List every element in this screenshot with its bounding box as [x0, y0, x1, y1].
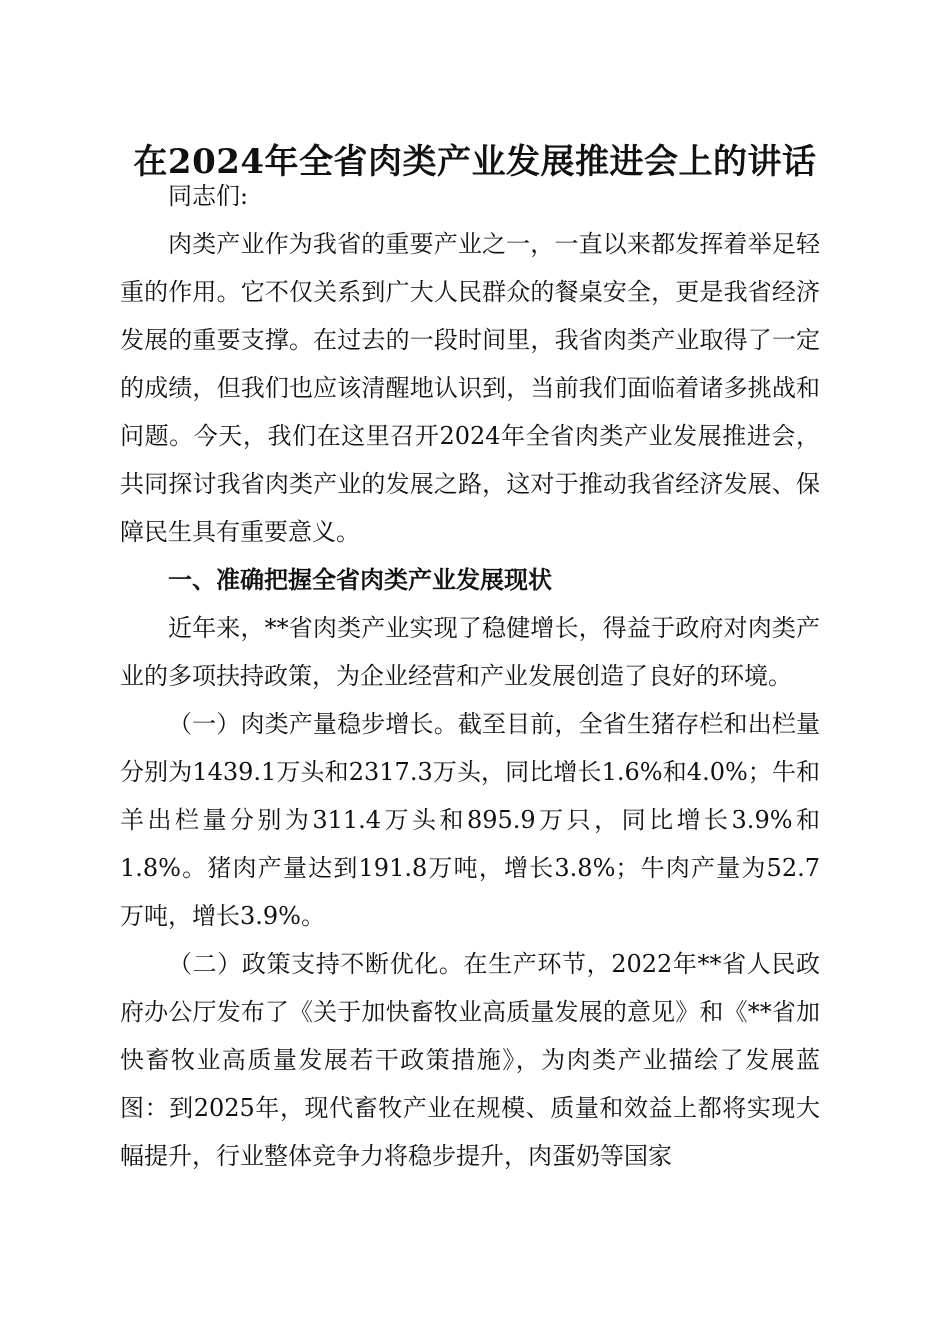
item2-paragraph — [120, 940, 820, 1180]
document-title: 在2024年全省肉类产业发展推进会上的讲话 — [133, 142, 817, 182]
intro-paragraph: 肉类产业作为我省的重要产业之一，一直以来都发挥着举足轻重的作用。它不仅关系到广大人民群众的餐桌安全，更是我省经济发展的重要支撑。在过去的一段时间里，我省肉类产业取得了一定的成绩，但我们也应该清醒地认识到，当前我们面临着诸多挑战和问题。今天，我们在这里召开2024年全省肉类产业发展推进会，共同探讨我省肉类产业的发展之路，这对于推动我省经济发展、保障民生具有重要意义。 — [120, 230, 820, 546]
item2-text: 在生产环节，2022年**省人民政府办公厅发布了《关于加快畜牧业高质量发展的意见》和《**省加快畜牧业高质量发展若干政策措施》，为肉类产业描绘了发展蓝图：到2025年，现代畜牧产业在规模、质量和效益上都将实现大幅提升，行业整体竞争力将稳步提升，肉蛋奶等国家 — [120, 950, 821, 1170]
item1-lead: （一）肉类产量稳步增长。 — [168, 710, 458, 738]
greeting: 同志们: — [168, 182, 249, 210]
document-body — [120, 172, 820, 1180]
section1-intro-paragraph: 近年来，**省肉类产业实现了稳健增长，得益于政府对肉类产业的多项扶持政策，为企业经营和产业发展创造了良好的环境。 — [120, 614, 820, 690]
item1-paragraph — [120, 700, 820, 940]
section-heading-1: 一、准确把握全省肉类产业发展现状 — [168, 566, 552, 594]
item2-lead: （二）政策支持不断优化。 — [168, 950, 464, 978]
item1-text: 截至目前，全省生猪存栏和出栏量分别为1439.1万头和2317.3万头，同比增长1.6%和4.0%；牛和羊出栏量分别为311.4万头和895.9万只，同比增长3.9%和1.8%。猪肉产量达到191.8万吨，增长3.8%；牛肉产量为52.7万吨，增长3.9%。 — [120, 710, 821, 930]
